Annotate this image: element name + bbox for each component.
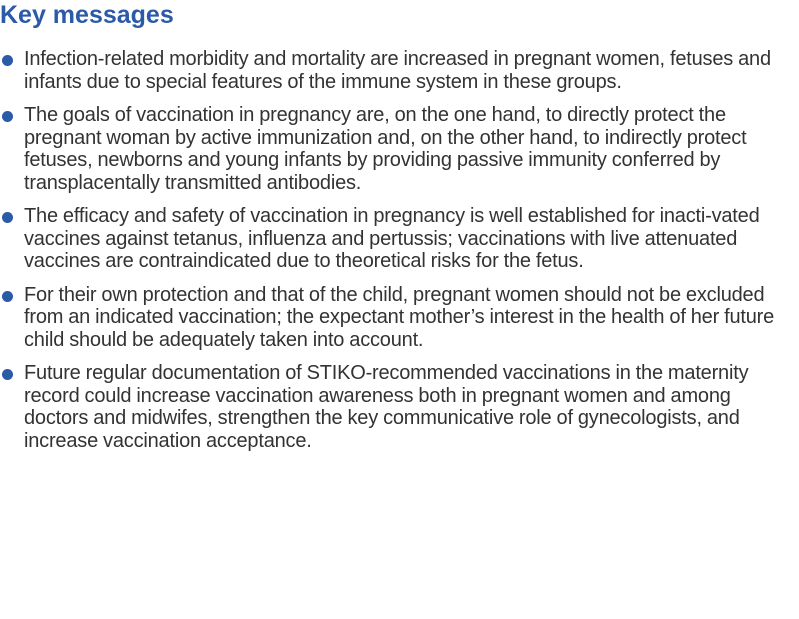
list-item [0,205,799,273]
key-messages-list [0,48,799,463]
section-title: Key messages [0,1,174,29]
list-item [0,362,799,452]
message-text: Future regular documentation of STIKO-recommended vaccinations in the maternity record could increase vaccination awareness both in pregnant women and among doctors and midwifes, strengthen the key communicative role of gynecologists, and increase vaccination acceptance. [24,362,749,452]
bullet-icon [2,291,13,302]
message-text: For their own protection and that of the child, pregnant women should not be excluded from an indicated vaccination; the expectant mother’s interest in the health of her future child should be adequately taken into account. [24,283,775,351]
list-item [0,284,799,352]
bullet-icon [2,212,13,223]
bullet-icon [2,111,13,122]
list-item [0,48,799,93]
message-text: The goals of vaccination in pregnancy are, on the one hand, to directly protect the pregnant woman by active immunization and, on the other hand, to indirectly protect fetuses, newborns and young infants by providing passive immunity conferred by transplacentally transmitted antibodies. [24,104,747,194]
bullet-icon [2,369,13,380]
list-item [0,104,799,194]
message-text: Infection-related morbidity and mortality are increased in pregnant women, fetuses and infants due to special features of the immune system in these groups. [24,48,771,93]
bullet-icon [2,55,13,66]
message-text: The efficacy and safety of vaccination in pregnancy is well established for inacti-vated vaccines against tetanus, influenza and pertussis; vaccinations with live attenuated vaccines are contraindicated due to theoretical risks for the fetus. [24,205,760,272]
